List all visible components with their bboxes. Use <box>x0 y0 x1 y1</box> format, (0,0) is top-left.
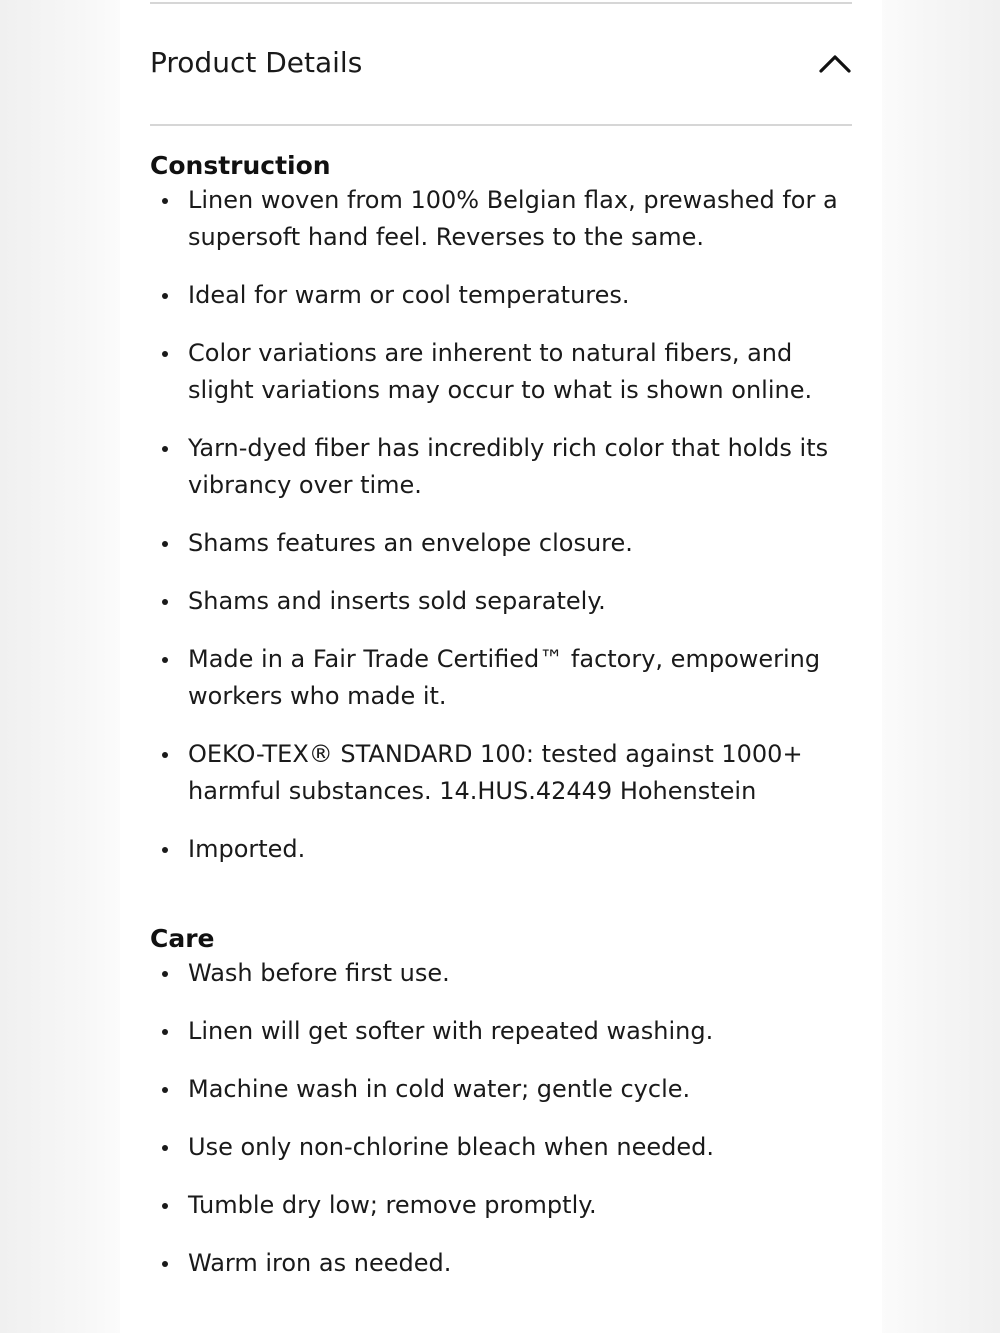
list-item: Tumble dry low; remove promptly. <box>150 1187 852 1224</box>
list-item: Wash before first use. <box>150 955 852 992</box>
construction-section <box>150 150 852 889</box>
list-item: Linen woven from 100% Belgian flax, prewashed for a supersoft hand feel. Reverses to the same. <box>150 182 852 256</box>
list-item: Color variations are inherent to natural fibers, and slight variations may occur to what is shown online. <box>150 335 852 409</box>
list-item: Shams features an envelope closure. <box>150 525 852 562</box>
list-item: Use only non-chlorine bleach when needed. <box>150 1129 852 1166</box>
chevron-up-icon[interactable] <box>818 50 852 76</box>
care-section <box>150 923 852 1303</box>
list-item: Shams and inserts sold separately. <box>150 583 852 620</box>
product-details-accordion-toggle[interactable] <box>150 4 852 124</box>
accordion-title: Product Details <box>150 46 363 79</box>
construction-heading: Construction <box>150 151 331 180</box>
care-heading: Care <box>150 924 215 953</box>
list-item: Machine wash in cold water; gentle cycle. <box>150 1071 852 1108</box>
care-list <box>150 955 852 1282</box>
product-details-panel <box>120 0 882 1333</box>
list-item: Made in a Fair Trade Certified™ factory, empowering workers who made it. <box>150 641 852 715</box>
list-item: Linen will get softer with repeated washing. <box>150 1013 852 1050</box>
list-item: Warm iron as needed. <box>150 1245 852 1282</box>
list-item: Imported. <box>150 831 852 868</box>
page-background-left <box>0 0 120 1333</box>
page-background-right <box>882 0 1000 1333</box>
list-item: Ideal for warm or cool temperatures. <box>150 277 852 314</box>
header-divider <box>150 124 852 126</box>
list-item: OEKO-TEX® STANDARD 100: tested against 1000+ harmful substances. 14.HUS.42449 Hohenstein <box>150 736 852 810</box>
construction-list <box>150 182 852 868</box>
list-item: Yarn-dyed fiber has incredibly rich color that holds its vibrancy over time. <box>150 430 852 504</box>
